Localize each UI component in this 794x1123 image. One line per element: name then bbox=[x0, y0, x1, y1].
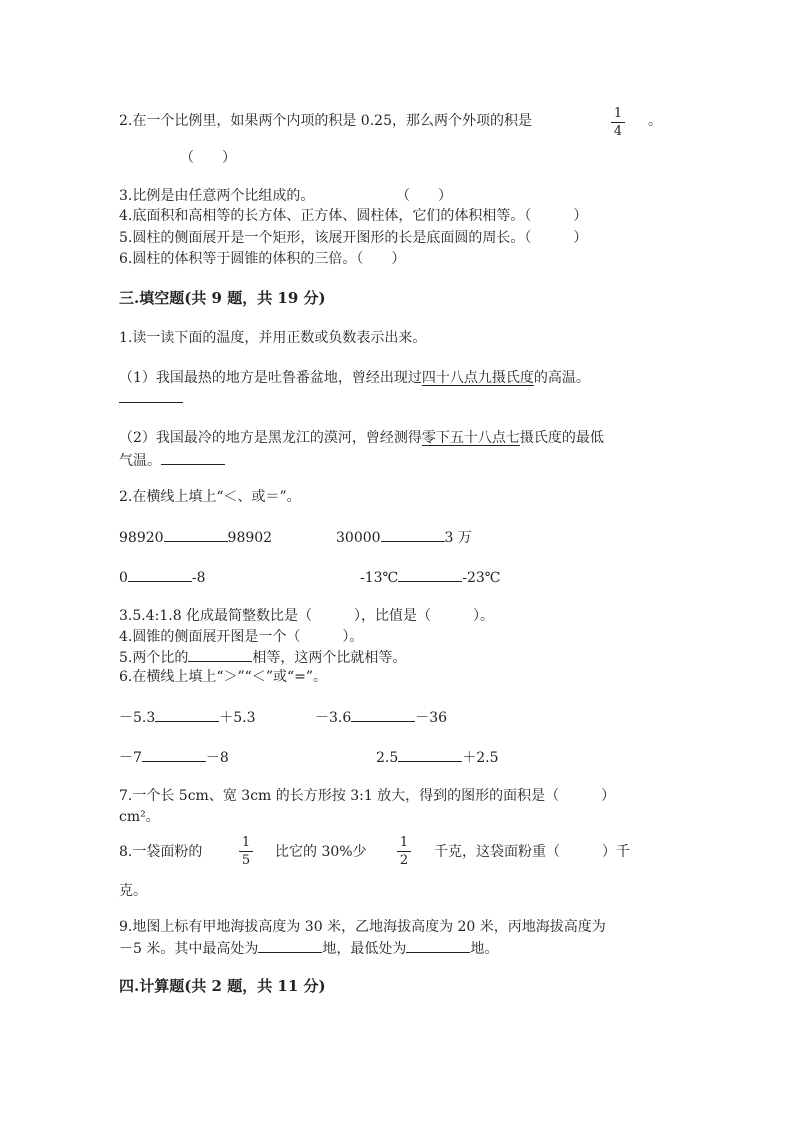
compare-row-c bbox=[119, 567, 206, 588]
answer-parentheses[interactable]: （ ） bbox=[396, 188, 452, 204]
compare-row-c bbox=[119, 747, 229, 768]
question-8-mid: 比它的 30%少 bbox=[275, 844, 367, 860]
question-8-post: 千克，这袋面粉重（ ）千 bbox=[434, 844, 630, 860]
compare-right: －36 bbox=[415, 710, 448, 726]
question-1-fill: 1.读一读下面的温度，并用正数或负数表示出来。 bbox=[119, 330, 427, 346]
answer-blank[interactable] bbox=[164, 527, 228, 542]
compare-left: 0 bbox=[119, 570, 128, 586]
question-4-fill: 4.圆锥的侧面展开图是一个（ ）。 bbox=[119, 629, 364, 645]
question-1-part-2-line2 bbox=[119, 450, 225, 471]
question-4-judge: 4.底面积和高相等的长方体、正方体、圆柱体，它们的体积相等。（ ） bbox=[119, 208, 588, 224]
compare-left: －5.3 bbox=[119, 710, 156, 726]
question-text: 2.在一个比例里，如果两个内项的积是 0.25，那么两个外项的积是 bbox=[119, 113, 532, 129]
question-5-judge: 5.圆柱的侧面展开是一个矩形，该展开图形的长是底面圆的周长。（ ） bbox=[119, 230, 588, 246]
compare-row-d bbox=[376, 747, 499, 768]
compare-right: －8 bbox=[205, 750, 229, 766]
compare-right: -8 bbox=[191, 570, 206, 586]
compare-row-a bbox=[119, 707, 256, 728]
underlined-text: 四十八点九摄氏度 bbox=[421, 370, 534, 386]
fraction-numerator: 1 bbox=[613, 106, 623, 121]
text-fragment: －5 米。其中最高处为 bbox=[119, 941, 259, 957]
fraction-numerator: 1 bbox=[241, 835, 251, 850]
compare-right: ＋2.5 bbox=[462, 750, 499, 766]
compare-left: -13℃ bbox=[360, 570, 399, 586]
fraction-one-half bbox=[394, 835, 414, 868]
question-text: 3.比例是由任意两个比组成的。 bbox=[119, 188, 315, 204]
question-8-line2: 克。 bbox=[119, 883, 147, 899]
answer-blank[interactable] bbox=[398, 567, 462, 582]
answer-blank[interactable] bbox=[351, 707, 415, 722]
compare-row-d bbox=[360, 567, 500, 588]
fraction-one-quarter bbox=[608, 106, 628, 139]
text-fragment: （2）我国最冷的地方是黑龙江的漠河，曾经测得 bbox=[119, 430, 422, 446]
text-fragment: 摄氏度的最低 bbox=[519, 430, 604, 446]
question-7-fill: 7.一个长 5cm、宽 3cm 的长方形按 3:1 放大，得到的图形的面积是（ ） bbox=[119, 788, 616, 804]
fraction-bar bbox=[397, 851, 411, 852]
fraction-numerator: 1 bbox=[399, 835, 409, 850]
compare-left: －3.6 bbox=[315, 710, 352, 726]
compare-left: 98920 bbox=[119, 530, 164, 546]
fraction-bar bbox=[611, 122, 625, 123]
answer-blank[interactable] bbox=[128, 567, 192, 582]
compare-row-b bbox=[336, 527, 472, 548]
answer-parentheses[interactable]: （ ） bbox=[180, 150, 236, 166]
question-8-pre: 8.一袋面粉的 bbox=[119, 844, 203, 860]
question-2-judge bbox=[119, 111, 532, 131]
section-heading-fill-in: 三.填空题(共 9 题，共 19 分) bbox=[119, 289, 326, 307]
question-3-fill: 3.5.4:1.8 化成最简整数比是（ ），比值是（ ）。 bbox=[119, 608, 495, 624]
text-fragment: 地。 bbox=[470, 941, 499, 957]
answer-blank[interactable] bbox=[406, 938, 470, 953]
answer-blank[interactable] bbox=[142, 747, 206, 762]
compare-right: ＋5.3 bbox=[219, 710, 256, 726]
text-fragment: （1）我国最热的地方是吐鲁番盆地，曾经出现过 bbox=[119, 370, 422, 386]
answer-blank[interactable] bbox=[398, 747, 462, 762]
answer-blank[interactable] bbox=[119, 388, 183, 409]
question-5-fill bbox=[119, 647, 406, 668]
compare-right: 3 万 bbox=[444, 530, 472, 546]
answer-blank[interactable] bbox=[258, 938, 322, 953]
compare-right: -23℃ bbox=[462, 570, 501, 586]
question-7-line2: cm²。 bbox=[119, 809, 160, 825]
fraction-denominator: 5 bbox=[241, 853, 251, 868]
text-fragment: 5.两个比的 bbox=[119, 650, 189, 666]
answer-blank[interactable] bbox=[381, 527, 445, 542]
question-2-end: 。 bbox=[648, 113, 662, 129]
compare-right: 98902 bbox=[227, 530, 273, 546]
question-6-fill: 6.在横线上填上“＞”“＜”或“=”。 bbox=[119, 669, 328, 685]
fraction-bar bbox=[239, 851, 253, 852]
answer-blank[interactable] bbox=[155, 707, 219, 722]
question-9-fill: 9.地图上标有甲地海拔高度为 30 米，乙地海拔高度为 20 米，丙地海拔高度为 bbox=[119, 919, 606, 935]
compare-left: 30000 bbox=[336, 530, 381, 546]
fraction-denominator: 2 bbox=[399, 853, 409, 868]
question-2-fill: 2.在横线上填上“＜、或＝”。 bbox=[119, 489, 301, 505]
compare-row-a bbox=[119, 527, 272, 548]
text-fragment: 地，最低处为 bbox=[322, 941, 407, 957]
answer-blank[interactable] bbox=[161, 450, 225, 465]
fraction-one-fifth bbox=[236, 835, 256, 868]
underlined-text: 零下五十八点七 bbox=[421, 430, 520, 446]
text-fragment: 相等，这两个比就相等。 bbox=[252, 650, 407, 666]
section-heading-calculation: 四.计算题(共 2 题，共 11 分) bbox=[119, 977, 326, 995]
question-1-part-2 bbox=[119, 428, 604, 448]
question-3-judge bbox=[119, 186, 314, 206]
compare-left: －7 bbox=[119, 750, 142, 766]
question-9-line2 bbox=[119, 938, 498, 959]
text-fragment: 气温。 bbox=[119, 453, 161, 469]
compare-left: 2.5 bbox=[376, 750, 399, 766]
question-1-part-1 bbox=[119, 368, 590, 388]
compare-row-b bbox=[315, 707, 447, 728]
fraction-denominator: 4 bbox=[613, 124, 623, 139]
text-fragment: 的高温。 bbox=[533, 370, 590, 386]
question-6-judge: 6.圆柱的体积等于圆锥的体积的三倍。（ ） bbox=[119, 251, 406, 267]
answer-blank[interactable] bbox=[188, 647, 252, 662]
